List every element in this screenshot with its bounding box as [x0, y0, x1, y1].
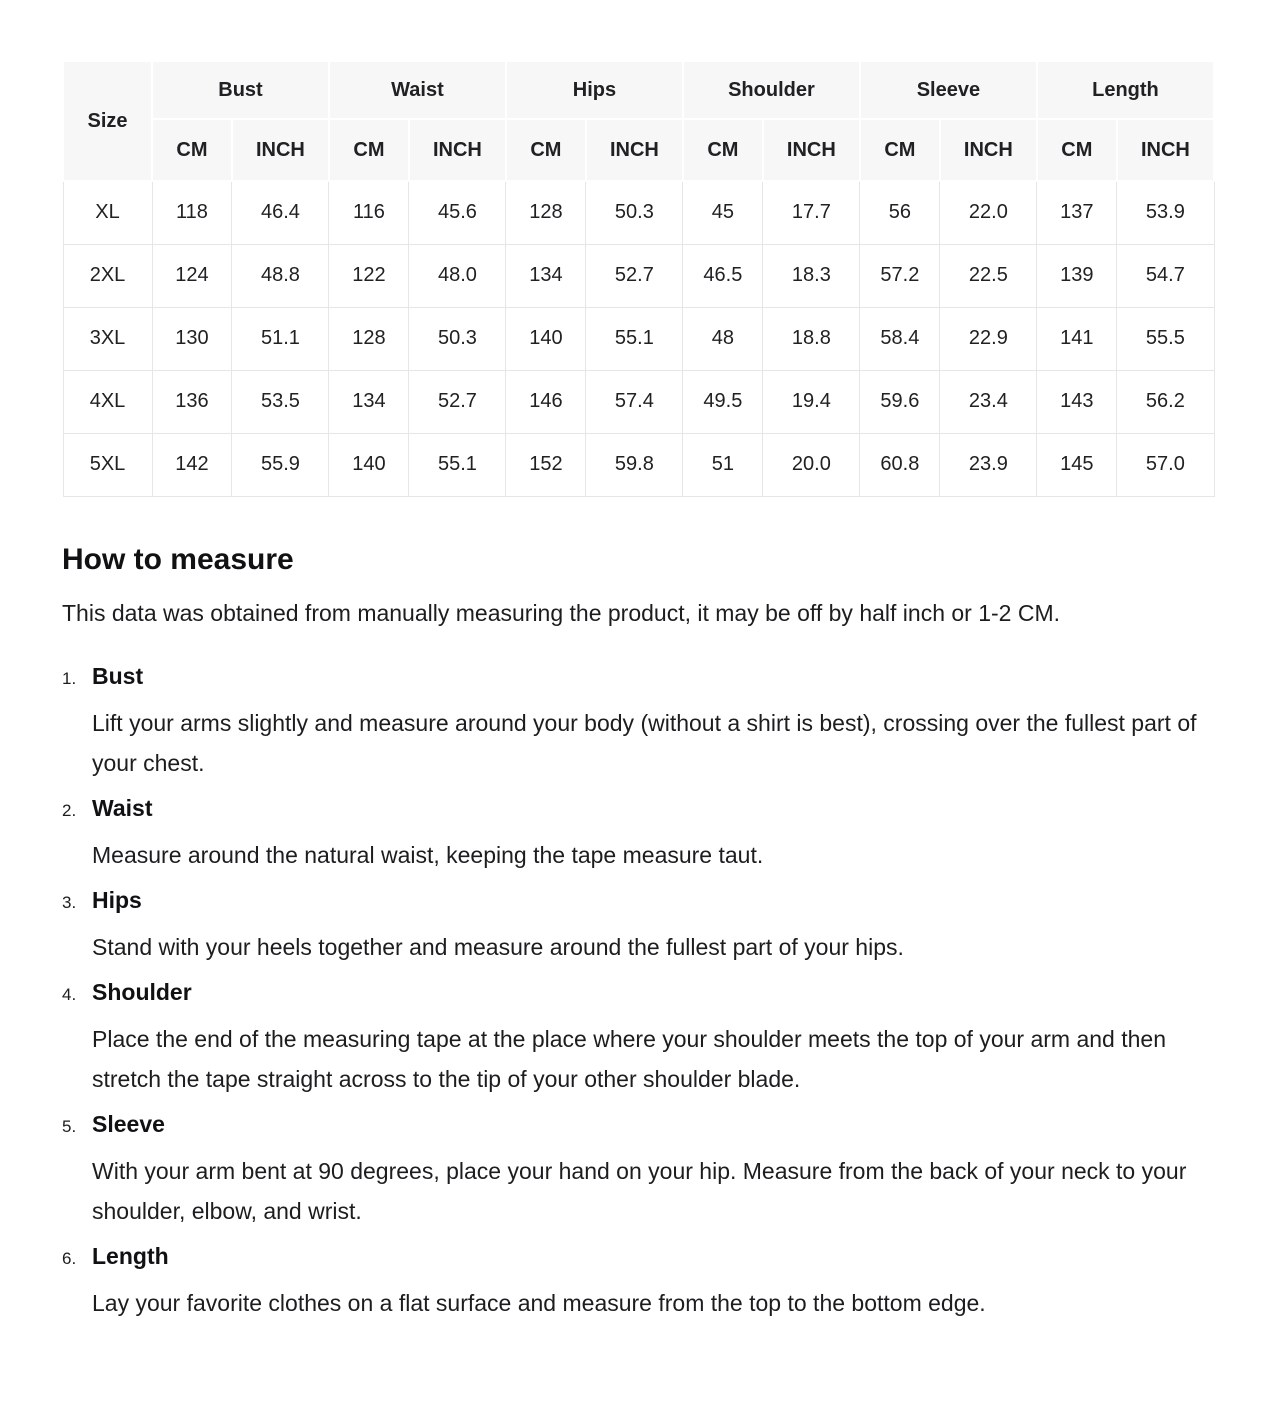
- group-header-shoulder: Shoulder: [683, 61, 860, 119]
- unit-header-shoulder-cm: CM: [683, 119, 763, 181]
- unit-header-sleeve-cm: CM: [860, 119, 940, 181]
- measurement-cell: 146: [506, 370, 586, 433]
- measurement-cell: 52.7: [409, 370, 506, 433]
- measurement-cell: 48.0: [409, 244, 506, 307]
- table-row: [63, 244, 1214, 307]
- measure-step: [62, 885, 1218, 967]
- unit-header-length-inch: INCH: [1117, 119, 1214, 181]
- measure-step: [62, 1109, 1218, 1231]
- step-description: Lift your arms slightly and measure around your body (without a shirt is best), crossing over the fullest part of your chest.: [92, 709, 1197, 776]
- measurement-cell: 128: [506, 181, 586, 244]
- measurement-cell: 136: [152, 370, 232, 433]
- measurement-cell: 122: [329, 244, 409, 307]
- unit-header-bust-inch: INCH: [232, 119, 329, 181]
- measurement-cell: 50.3: [409, 307, 506, 370]
- measurement-cell: 22.0: [940, 181, 1037, 244]
- unit-header-row: [63, 119, 1214, 181]
- measurement-cell: 57.4: [586, 370, 683, 433]
- step-label: Sleeve: [92, 1110, 165, 1137]
- measurement-cell: 124: [152, 244, 232, 307]
- measurement-cell: 18.3: [763, 244, 860, 307]
- measurement-cell: 45: [683, 181, 763, 244]
- measurement-cell: 145: [1037, 433, 1117, 496]
- measurement-cell: 140: [506, 307, 586, 370]
- step-title-row: [62, 1109, 1218, 1142]
- measurement-cell: 48.8: [232, 244, 329, 307]
- size-cell: 2XL: [63, 244, 152, 307]
- measurement-cell: 46.4: [232, 181, 329, 244]
- step-title-row: [62, 661, 1218, 694]
- measurement-cell: 56: [860, 181, 940, 244]
- measurement-cell: 22.5: [940, 244, 1037, 307]
- step-number: 6.: [62, 1248, 77, 1268]
- measurement-cell: 128: [329, 307, 409, 370]
- measurement-cell: 19.4: [763, 370, 860, 433]
- measurement-cell: 130: [152, 307, 232, 370]
- table-row: [63, 370, 1214, 433]
- step-number: 3.: [62, 892, 77, 912]
- size-column-header: Size: [63, 61, 152, 181]
- measurement-cell: 55.5: [1117, 307, 1214, 370]
- step-number: 5.: [62, 1116, 77, 1136]
- step-label: Bust: [92, 662, 144, 689]
- measurement-cell: 53.5: [232, 370, 329, 433]
- measurement-cell: 139: [1037, 244, 1117, 307]
- unit-header-hips-inch: INCH: [586, 119, 683, 181]
- measurement-cell: 134: [506, 244, 586, 307]
- measurement-cell: 57.2: [860, 244, 940, 307]
- measurement-cell: 18.8: [763, 307, 860, 370]
- measurement-cell: 55.9: [232, 433, 329, 496]
- measurement-cell: 49.5: [683, 370, 763, 433]
- measurement-cell: 58.4: [860, 307, 940, 370]
- step-description: Lay your favorite clothes on a flat surface and measure from the top to the bottom edge.: [92, 1289, 986, 1316]
- unit-header-hips-cm: CM: [506, 119, 586, 181]
- size-chart-body: [63, 181, 1214, 496]
- measure-steps-list: [62, 661, 1218, 1323]
- measure-step: [62, 793, 1218, 875]
- measurement-cell: 46.5: [683, 244, 763, 307]
- step-title-row: [62, 793, 1218, 826]
- measurement-cell: 17.7: [763, 181, 860, 244]
- measurement-cell: 116: [329, 181, 409, 244]
- size-cell: 5XL: [63, 433, 152, 496]
- table-row: [63, 307, 1214, 370]
- group-header-bust: Bust: [152, 61, 329, 119]
- step-number: 1.: [62, 668, 77, 688]
- measurement-cell: 59.6: [860, 370, 940, 433]
- measurement-cell: 23.9: [940, 433, 1037, 496]
- measurement-cell: 118: [152, 181, 232, 244]
- group-header-hips: Hips: [506, 61, 683, 119]
- size-cell: 4XL: [63, 370, 152, 433]
- step-label: Hips: [92, 886, 142, 913]
- unit-header-sleeve-inch: INCH: [940, 119, 1037, 181]
- step-description: Place the end of the measuring tape at the place where your shoulder meets the top of your arm and then stretch the tape straight across to the tip of your other shoulder blade.: [92, 1025, 1166, 1092]
- group-header-row: [63, 61, 1214, 119]
- group-header-sleeve: Sleeve: [860, 61, 1037, 119]
- measurement-cell: 48: [683, 307, 763, 370]
- size-cell: 3XL: [63, 307, 152, 370]
- unit-header-bust-cm: CM: [152, 119, 232, 181]
- how-to-measure-title: How to measure: [62, 542, 294, 576]
- unit-header-waist-inch: INCH: [409, 119, 506, 181]
- step-title-row: [62, 1241, 1218, 1274]
- measurement-cell: 51: [683, 433, 763, 496]
- unit-header-waist-cm: CM: [329, 119, 409, 181]
- measurement-cell: 23.4: [940, 370, 1037, 433]
- measurement-cell: 140: [329, 433, 409, 496]
- how-to-measure-intro: This data was obtained from manually measuring the product, it may be off by half inch or 1-2 CM.: [62, 599, 1061, 626]
- measurement-cell: 141: [1037, 307, 1117, 370]
- measurement-cell: 52.7: [586, 244, 683, 307]
- step-number: 2.: [62, 800, 77, 820]
- measurement-cell: 20.0: [763, 433, 860, 496]
- table-row: [63, 181, 1214, 244]
- measure-step: [62, 661, 1218, 783]
- measurement-cell: 59.8: [586, 433, 683, 496]
- step-description: With your arm bent at 90 degrees, place your hand on your hip. Measure from the back of your neck to your shoulder, elbow, and wrist.: [92, 1157, 1187, 1224]
- step-title-row: [62, 977, 1218, 1010]
- step-label: Waist: [92, 794, 153, 821]
- measurement-cell: 55.1: [409, 433, 506, 496]
- measurement-cell: 22.9: [940, 307, 1037, 370]
- size-cell: XL: [63, 181, 152, 244]
- size-chart-header: [63, 61, 1214, 181]
- measurement-cell: 142: [152, 433, 232, 496]
- unit-header-shoulder-inch: INCH: [763, 119, 860, 181]
- measurement-cell: 137: [1037, 181, 1117, 244]
- measurement-cell: 56.2: [1117, 370, 1214, 433]
- measurement-cell: 60.8: [860, 433, 940, 496]
- step-number: 4.: [62, 984, 77, 1004]
- table-row: [63, 433, 1214, 496]
- measure-step: [62, 1241, 1218, 1323]
- size-chart-table: [62, 60, 1215, 497]
- measurement-cell: 57.0: [1117, 433, 1214, 496]
- step-title-row: [62, 885, 1218, 918]
- measurement-cell: 152: [506, 433, 586, 496]
- step-label: Length: [92, 1242, 169, 1269]
- measurement-cell: 50.3: [586, 181, 683, 244]
- group-header-length: Length: [1037, 61, 1214, 119]
- measurement-cell: 51.1: [232, 307, 329, 370]
- measure-step: [62, 977, 1218, 1099]
- unit-header-length-cm: CM: [1037, 119, 1117, 181]
- measurement-cell: 134: [329, 370, 409, 433]
- step-label: Shoulder: [92, 978, 192, 1005]
- measurement-cell: 143: [1037, 370, 1117, 433]
- step-description: Stand with your heels together and measure around the fullest part of your hips.: [92, 933, 904, 960]
- measurement-cell: 55.1: [586, 307, 683, 370]
- measurement-cell: 53.9: [1117, 181, 1214, 244]
- group-header-waist: Waist: [329, 61, 506, 119]
- measurement-cell: 45.6: [409, 181, 506, 244]
- step-description: Measure around the natural waist, keeping the tape measure taut.: [92, 841, 764, 868]
- measurement-cell: 54.7: [1117, 244, 1214, 307]
